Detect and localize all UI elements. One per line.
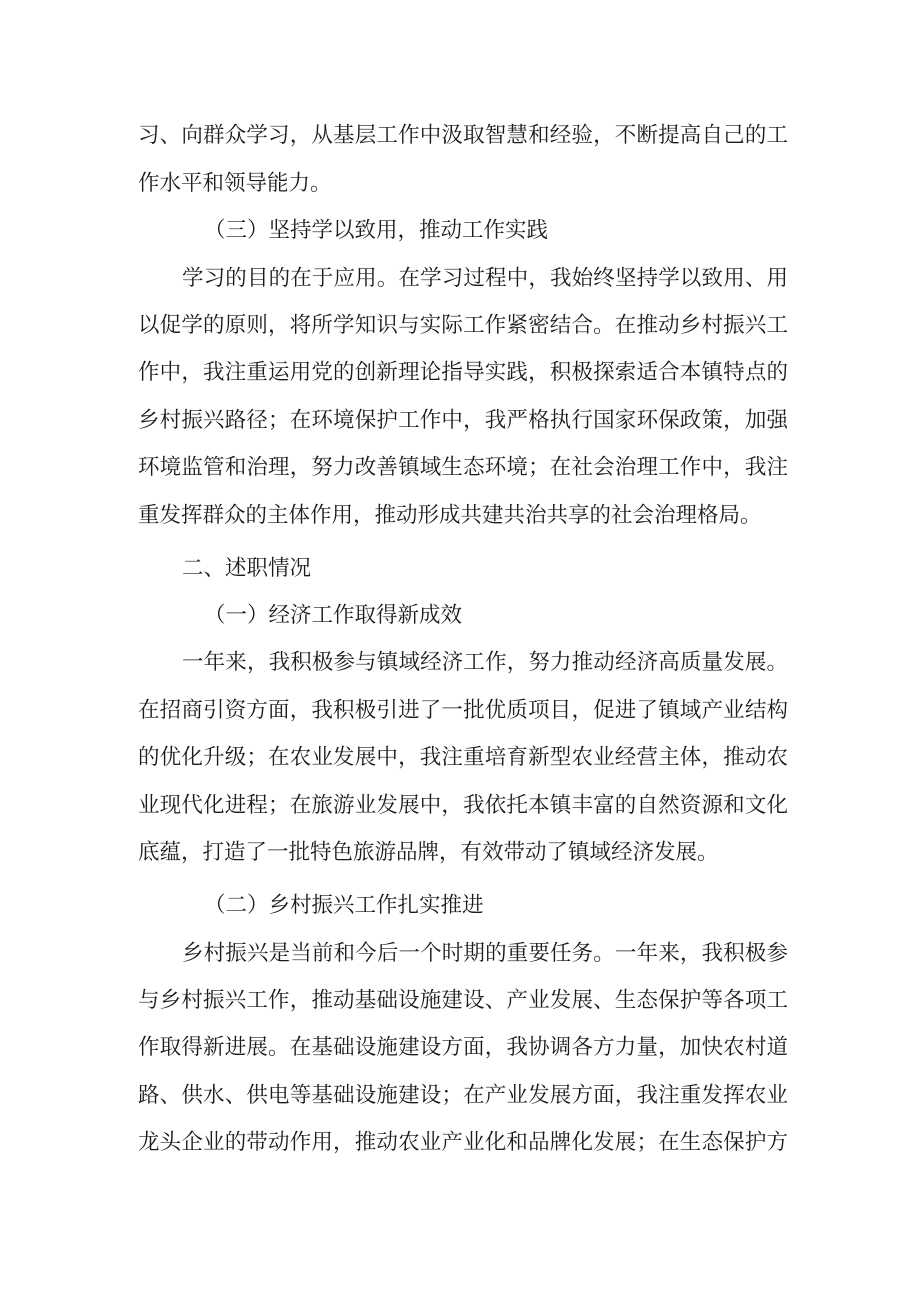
text-line: 的优化升级；在农业发展中，我注重培育新型农业经营主体，推动农 — [138, 745, 788, 770]
text-line: 底蕴，打造了一批特色旅游品牌，有效带动了镇域经济发展。 — [138, 840, 719, 865]
text-line: 作取得新进展。在基础设施建设方面，我协调各方力量，加快农村道 — [138, 1035, 788, 1060]
text-line: 业现代化进程；在旅游业发展中，我依托本镇丰富的自然资源和文化 — [138, 793, 788, 818]
text-line: 以促学的原则，将所学知识与实际工作紧密结合。在推动乡村振兴工 — [138, 313, 788, 338]
text-line: 一年来，我积极参与镇域经济工作，努力推动经济高质量发展。 — [182, 650, 788, 675]
chapter-heading: 二、述职情况 — [182, 556, 312, 581]
text-line: 路、供水、供电等基础设施建设；在产业发展方面，我注重发挥农业 — [138, 1083, 788, 1108]
text-line: 乡村振兴路径；在环境保护工作中，我严格执行国家环保政策，加强 — [138, 408, 788, 433]
text-line: 在招商引资方面，我积极引进了一批优质项目，促进了镇域产业结构 — [138, 698, 788, 723]
text-line: 习、向群众学习，从基层工作中汲取智慧和经验，不断提高自己的工 — [138, 123, 788, 148]
text-line: 作水平和领导能力。 — [138, 171, 332, 196]
text-line: 环境监管和治理，努力改善镇域生态环境；在社会治理工作中，我注 — [138, 455, 788, 480]
section-heading: （二）乡村振兴工作扎实推进 — [204, 893, 484, 918]
text-line: 学习的目的在于应用。在学习过程中，我始终坚持学以致用、用 — [182, 266, 788, 291]
section-heading: （一）经济工作取得新成效 — [204, 603, 463, 628]
text-line: 龙头企业的带动作用，推动农业产业化和品牌化发展；在生态保护方 — [138, 1130, 788, 1155]
text-line: 作中，我注重运用党的创新理论指导实践，积极探索适合本镇特点的 — [138, 360, 788, 385]
text-line: 重发挥群众的主体作用，推动形成共建共治共享的社会治理格局。 — [138, 503, 762, 528]
text-line: 与乡村振兴工作，推动基础设施建设、产业发展、生态保护等各项工 — [138, 988, 788, 1013]
text-line: 乡村振兴是当前和今后一个时期的重要任务。一年来，我积极参 — [182, 941, 788, 966]
section-heading: （三）坚持学以致用，推动工作实践 — [204, 218, 549, 243]
